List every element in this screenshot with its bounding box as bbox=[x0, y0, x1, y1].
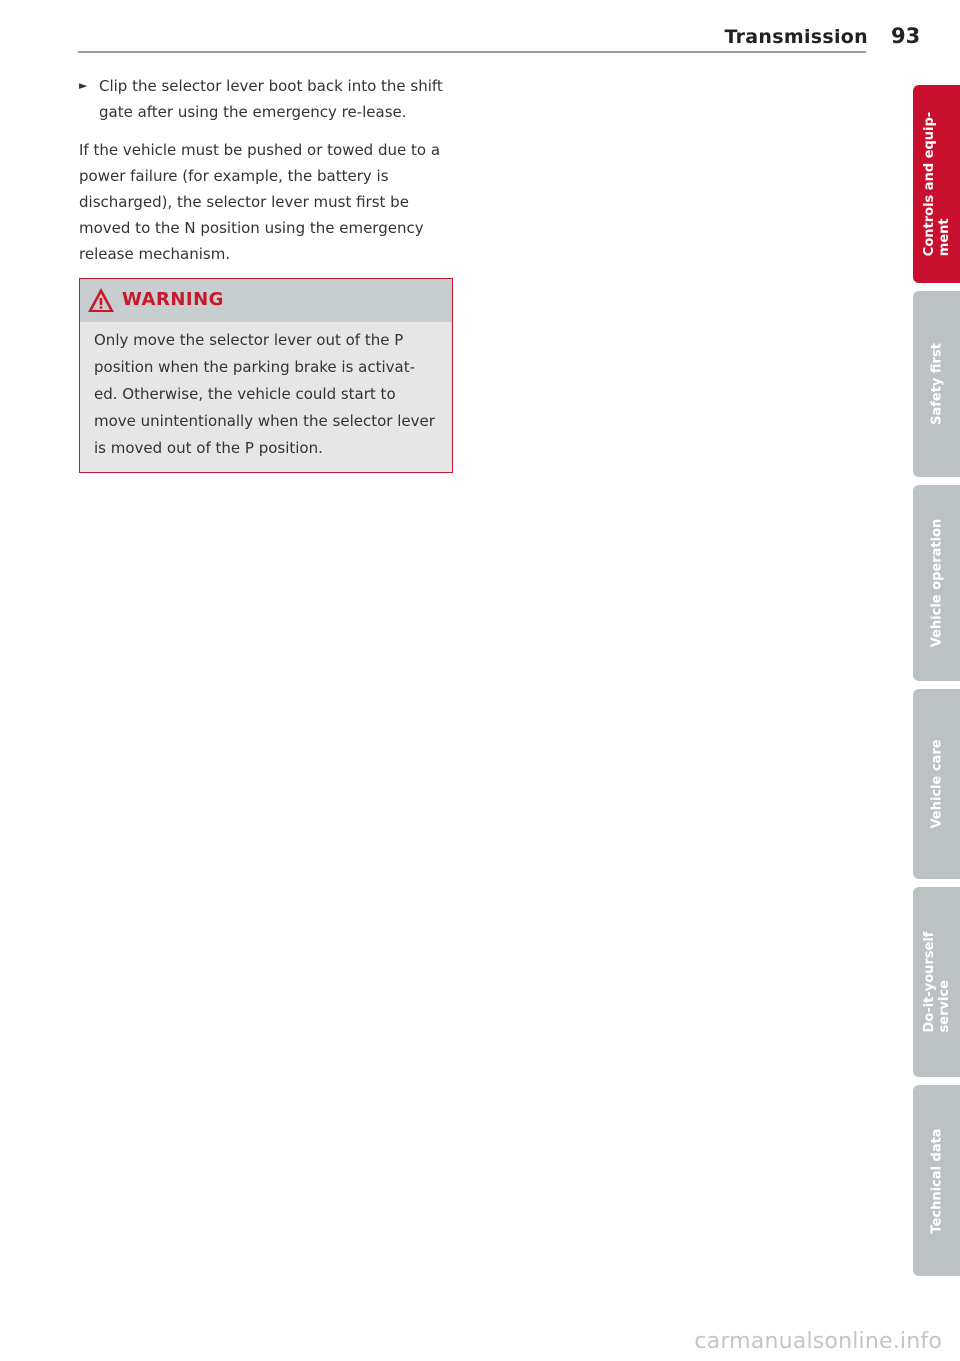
tab-label: Technical data bbox=[929, 1127, 944, 1234]
instruction-step bbox=[79, 73, 455, 125]
warning-header bbox=[80, 279, 452, 322]
warning-text: Only move the selector lever out of the P position when the parking brake is activat-ed. Otherwise, the vehicle could start to move unintentionally when the selector lever is moved out of the P position. bbox=[94, 331, 435, 457]
tab-vehicle-operation[interactable] bbox=[913, 485, 960, 681]
chapter-tabs bbox=[913, 85, 960, 1284]
site-watermark: carmanualsonline.info bbox=[694, 1329, 942, 1354]
tab-safety-first[interactable] bbox=[913, 291, 960, 477]
step-arrow-icon: ► bbox=[79, 79, 88, 92]
step-text: Clip the selector lever boot back into the shift gate after using the emergency re-lease. bbox=[99, 77, 443, 121]
warning-box bbox=[79, 278, 453, 473]
header-rule bbox=[78, 51, 866, 53]
tab-vehicle-care[interactable] bbox=[913, 689, 960, 879]
tab-label: Vehicle operation bbox=[929, 518, 944, 648]
page-header bbox=[0, 0, 960, 60]
page-number: 93 bbox=[891, 24, 921, 48]
section-title: Transmission bbox=[724, 26, 868, 48]
tab-controls-and-equipment[interactable] bbox=[913, 85, 960, 283]
warning-title: WARNING bbox=[122, 289, 224, 310]
main-content bbox=[79, 73, 455, 473]
tab-technical-data[interactable] bbox=[913, 1085, 960, 1276]
tab-do-it-yourself-service[interactable] bbox=[913, 887, 960, 1077]
warning-triangle-icon bbox=[87, 287, 115, 313]
body-paragraph: If the vehicle must be pushed or towed due to a power failure (for example, the battery is discharged), the selector lever must first be moved to the N position using the emergency release mechanism. bbox=[79, 141, 441, 263]
tab-label: Safety first bbox=[929, 343, 944, 425]
tab-label: Do-it-yourself service bbox=[921, 931, 952, 1033]
tab-label: Vehicle care bbox=[929, 739, 944, 829]
tab-label: Controls and equip- ment bbox=[921, 111, 952, 257]
